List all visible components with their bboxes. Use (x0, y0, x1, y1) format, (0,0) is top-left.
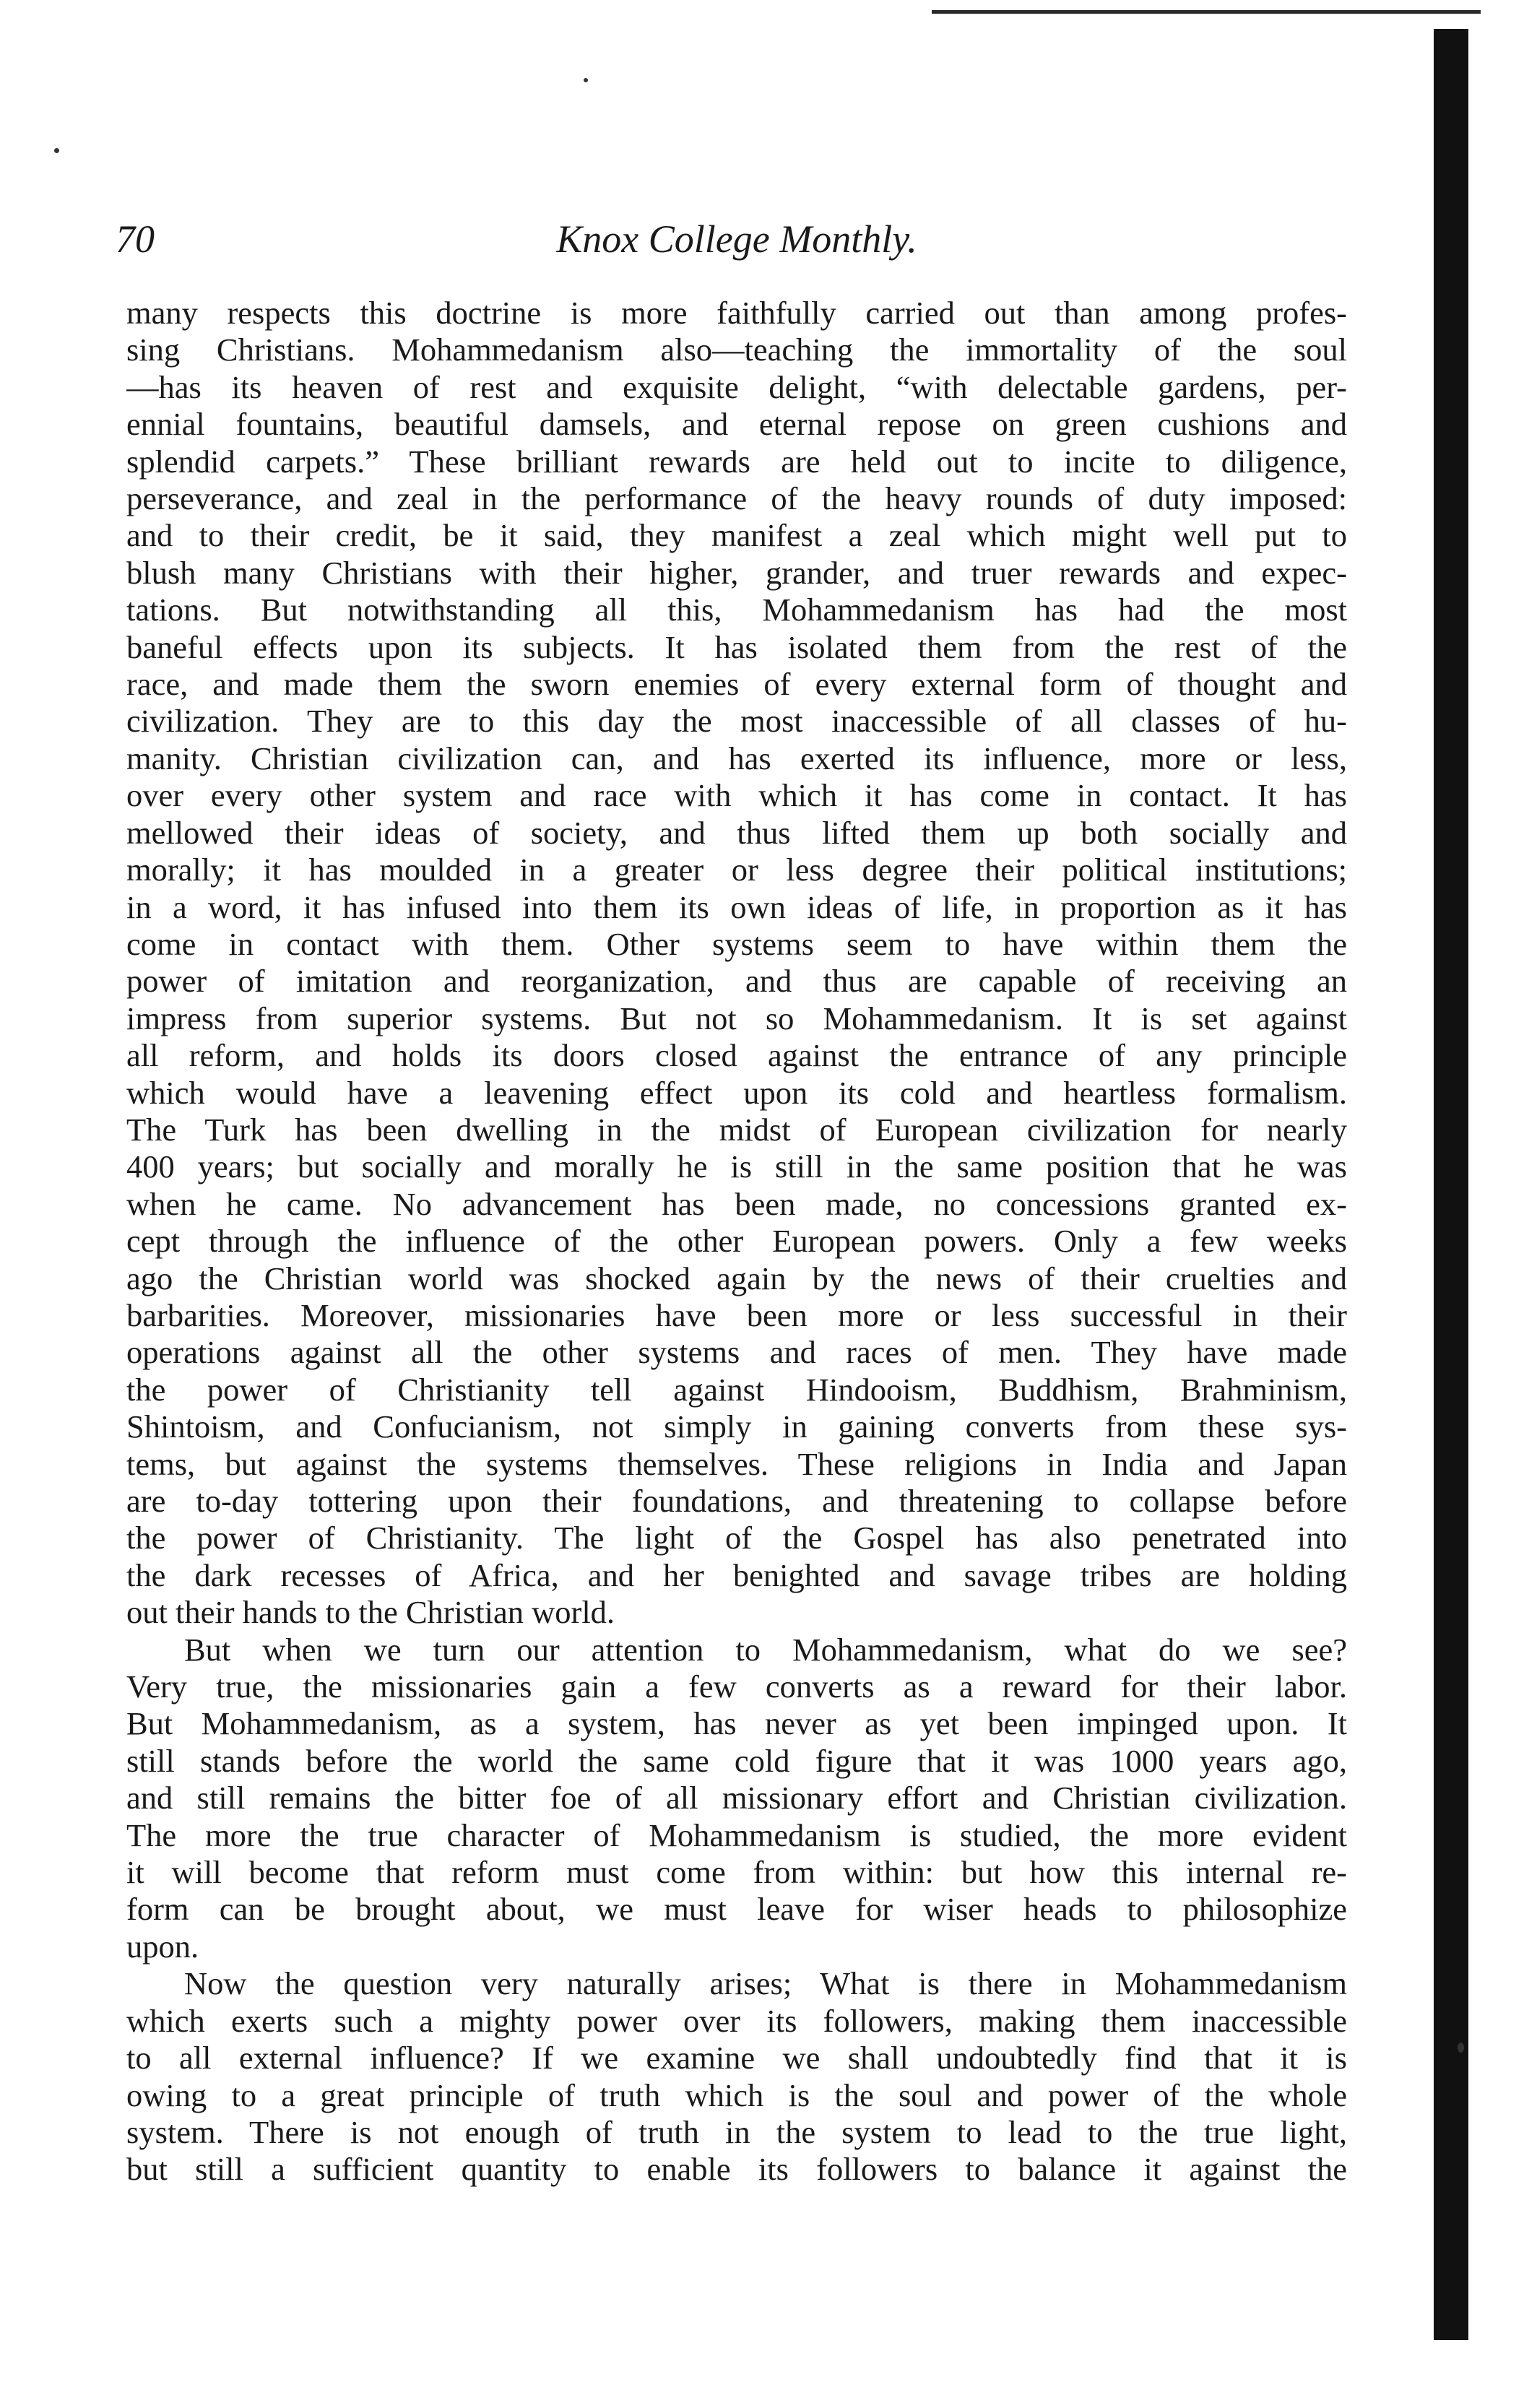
text-line: system. There is not enough of truth in the system to lead to the true light, (126, 2113, 1347, 2150)
text-line: and still remains the bitter foe of all missionary effort and Christian civilization. (126, 1780, 1347, 1816)
text-line: owing to a great principle of truth which is the soul and power of the whole (126, 2076, 1347, 2113)
text-line: barbarities. Moreover, missionaries have been more or less successful in their (126, 1296, 1347, 1333)
text-line: civilization. They are to this day the most inaccessible of all classes of hu- (126, 703, 1347, 740)
text-line: ennial fountains, beautiful damsels, and eternal repose on green cushions and (126, 406, 1347, 443)
text-line: the power of Christianity. The light of the Gospel has also penetrated into (126, 1520, 1347, 1556)
text-line: 400 years; but socially and morally he is still in the same position that he was (126, 1148, 1347, 1185)
text-line: blush many Christians with their higher, grander, and truer rewards and expec- (126, 554, 1347, 591)
top-edge-rule (932, 10, 1481, 14)
page-number: 70 (116, 217, 155, 261)
text-line: Now the question very naturally arises; What is there in Mohammedanism (184, 1965, 1347, 2002)
text-line: out their hands to the Christian world. (126, 1594, 615, 1631)
text-line: tems, but against the systems themselves. These religions in India and Japan (126, 1445, 1347, 1482)
text-line: but still a sufficient quantity to enable its followers to balance it against the (126, 2151, 1347, 2188)
text-line: manity. Christian civilization can, and has exerted its influence, more or less, (126, 740, 1347, 776)
text-line: Shintoism, and Confucianism, not simply in gaining converts from these sys- (126, 1408, 1347, 1445)
scan-speck (1458, 2043, 1464, 2053)
text-line: over every other system and race with which it has come in contact. It has (126, 777, 1347, 814)
text-line: impress from superior systems. But not so Mohammedanism. It is set against (126, 1000, 1347, 1036)
text-line: tations. But notwithstanding all this, Mohammedanism has had the most (126, 592, 1347, 628)
binding-edge-shadow (1434, 29, 1468, 2340)
text-line: the dark recesses of Africa, and her benighted and savage tribes are holding (126, 1556, 1347, 1593)
text-line: ago the Christian world was shocked again by the news of their cruelties and (126, 1260, 1347, 1296)
text-line: power of imitation and reorganization, and thus are capable of receiving an (126, 963, 1347, 1000)
text-line: are to-day tottering upon their foundations, and threatening to collapse before (126, 1483, 1347, 1519)
text-line: and to their credit, be it said, they manifest a zeal which might well put to (126, 517, 1347, 554)
text-line: The Turk has been dwelling in the midst of European civilization for nearly (126, 1111, 1347, 1148)
text-line: which exerts such a mighty power over its followers, making them inaccessible (126, 2002, 1347, 2039)
text-line: when he came. No advancement has been made, no concessions granted ex- (126, 1185, 1347, 1222)
text-line: morally; it has moulded in a greater or less degree their political institutions; (126, 852, 1347, 888)
text-line: in a word, it has infused into them its own ideas of life, in proportion as it has (126, 888, 1347, 925)
page-header (116, 217, 1358, 267)
text-line: perseverance, and zeal in the performance of the heavy rounds of duty imposed: (126, 480, 1347, 517)
scan-speck (54, 148, 59, 153)
text-line: still stands before the world the same cold figure that it was 1000 years ago, (126, 1742, 1347, 1779)
text-line: come in contact with them. Other systems seem to have within them the (126, 925, 1347, 962)
text-line: it will become that reform must come from within: but how this internal re- (126, 1854, 1347, 1891)
text-line: race, and made them the sworn enemies of every external form of thought and (126, 666, 1347, 703)
text-line: which would have a leavening effect upon its cold and heartless formalism. (126, 1074, 1347, 1111)
text-line: many respects this doctrine is more faithfully carried out than among profes- (126, 295, 1347, 331)
text-line: splendid carpets.” These brilliant rewards are held out to incite to diligence, (126, 443, 1347, 480)
text-line: upon. (126, 1928, 199, 1965)
text-line: baneful effects upon its subjects. It has isolated them from the rest of the (126, 628, 1347, 665)
text-line: But when we turn our attention to Mohammedanism, what do we see? (184, 1631, 1347, 1668)
text-line: form can be brought about, we must leave for wiser heads to philosophize (126, 1891, 1347, 1928)
text-line: The more the true character of Mohammedanism is studied, the more evident (126, 1816, 1347, 1853)
article-body (126, 295, 1347, 2188)
text-line: Very true, the missionaries gain a few converts as a reward for their labor. (126, 1668, 1347, 1705)
scan-speck (584, 78, 588, 82)
text-line: But Mohammedanism, as a system, has never as yet been impinged upon. It (126, 1705, 1347, 1742)
text-line: to all external influence? If we examine we shall undoubtedly find that it is (126, 2040, 1347, 2076)
text-line: sing Christians. Mohammedanism also—teaching the immortality of the soul (126, 332, 1347, 368)
running-title: Knox College Monthly. (556, 217, 917, 261)
text-line: all reform, and holds its doors closed against the entrance of any principle (126, 1037, 1347, 1074)
text-line: —has its heaven of rest and exquisite delight, “with delectable gardens, per- (126, 368, 1347, 405)
text-line: cept through the influence of the other European powers. Only a few weeks (126, 1223, 1347, 1260)
text-line: operations against all the other systems and races of men. They have made (126, 1334, 1347, 1371)
text-line: the power of Christianity tell against Hindooism, Buddhism, Brahminism, (126, 1371, 1347, 1408)
text-line: mellowed their ideas of society, and thus lifted them up both socially and (126, 814, 1347, 851)
